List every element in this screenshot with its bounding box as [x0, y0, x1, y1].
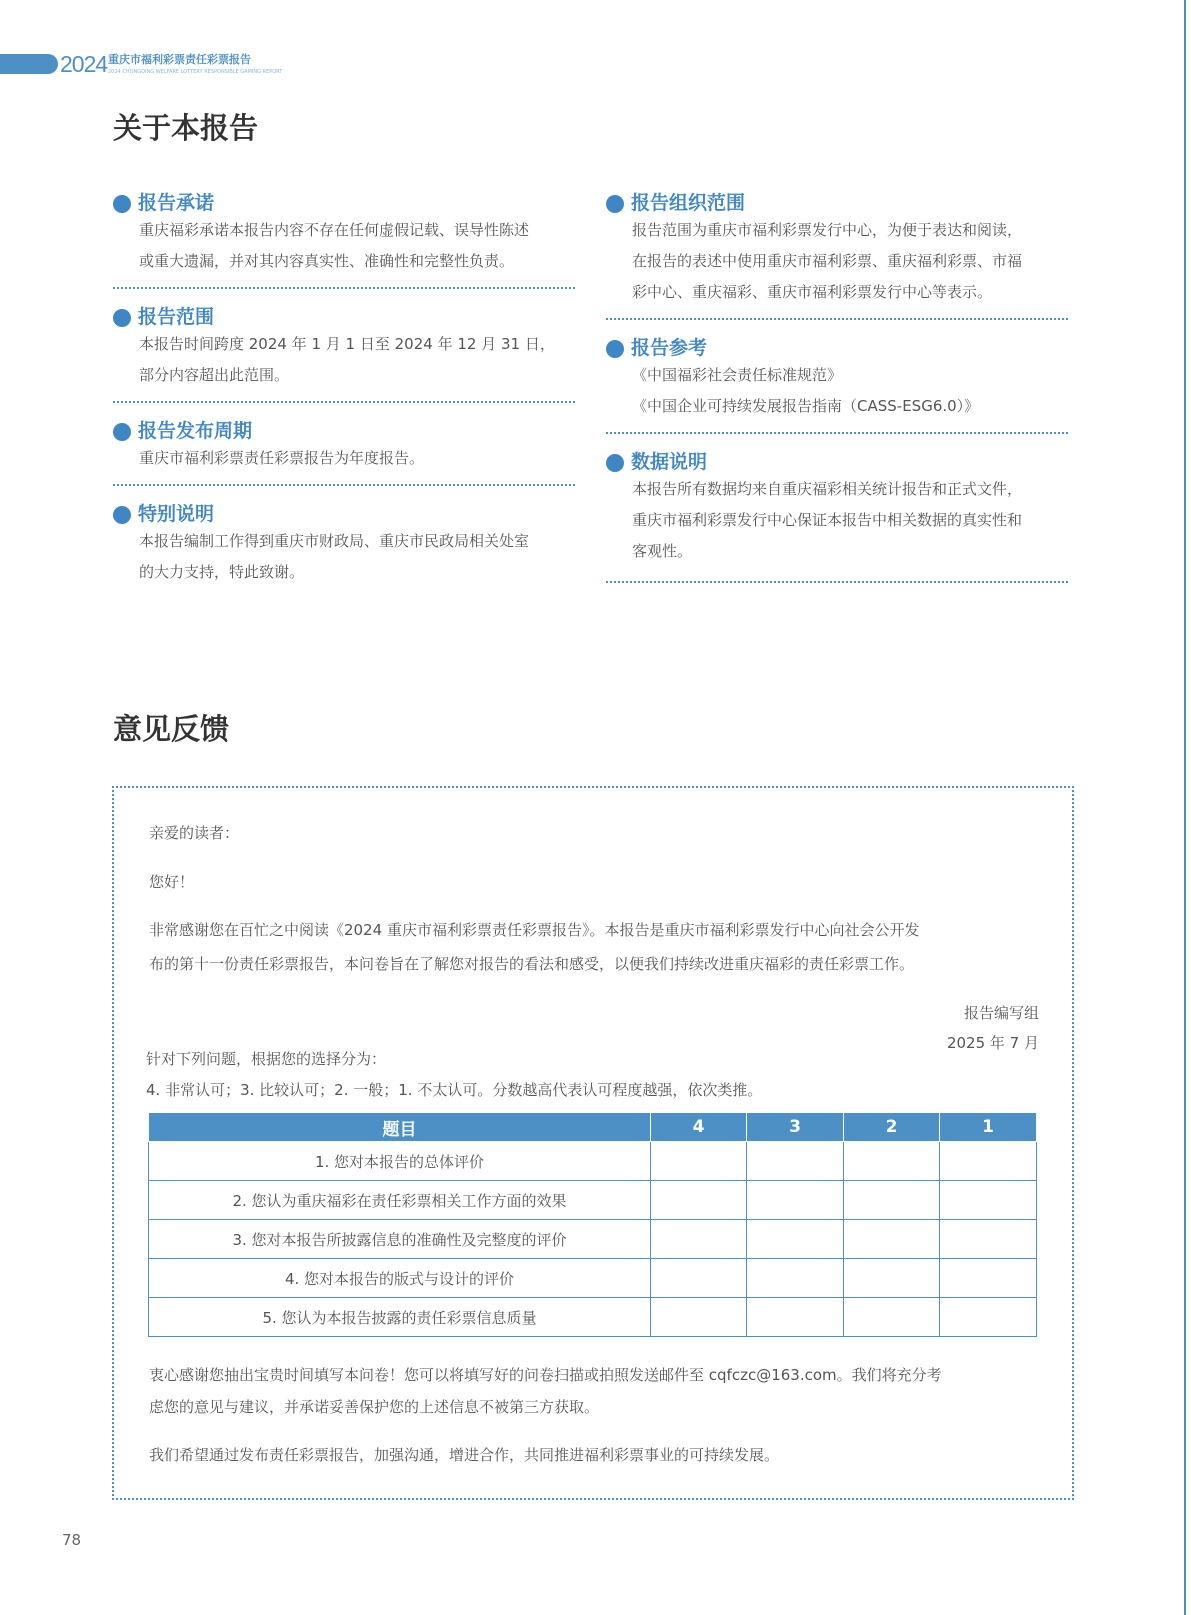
survey-header-row [149, 1113, 1037, 1142]
survey-question: 4. 您对本报告的版式与设计的评价 [149, 1259, 651, 1298]
survey-row [149, 1181, 1037, 1220]
score-cell-4[interactable] [651, 1220, 747, 1259]
score-cell-4[interactable] [651, 1298, 747, 1337]
score-cell-2[interactable] [844, 1142, 940, 1181]
about-block-text-line: 本报告时间跨度 2024 年 1 月 1 日至 2024 年 12 月 31 日， [139, 335, 555, 353]
about-block-text-line: 《中国福彩社会责任标准规范》 [632, 366, 843, 384]
about-block-title: 特别说明 [138, 503, 215, 525]
about-block-title: 报告参考 [631, 337, 708, 359]
score-cell-3[interactable] [747, 1298, 844, 1337]
about-right-column [606, 191, 1068, 583]
about-left-column [113, 191, 575, 588]
bullet-dot-icon [113, 195, 131, 213]
feedback-instruction-1: 针对下列问题，根据您的选择分为： [146, 1050, 387, 1068]
feedback-salutation: 亲爱的读者： [149, 824, 240, 842]
about-block-title: 报告范围 [138, 306, 215, 328]
about-block-heading [113, 502, 575, 526]
about-block [606, 320, 1068, 434]
survey-question: 3. 您对本报告所披露信息的准确性及完整度的评价 [149, 1220, 651, 1259]
feedback-closing-line-3: 我们希望通过发布责任彩票报告，加强沟通，增进合作，共同推进福利彩票事业的可持续发展。 [149, 1446, 780, 1464]
about-block-heading [113, 419, 575, 443]
survey-row [149, 1298, 1037, 1337]
page-edge-rule [1184, 0, 1186, 1615]
feedback-greeting: 您好！ [149, 873, 195, 891]
survey-row [149, 1220, 1037, 1259]
about-section-title: 关于本报告 [113, 111, 259, 145]
about-block [113, 486, 575, 588]
feedback-signature: 报告编写组 [963, 1004, 1039, 1022]
page-number: 78 [62, 1531, 82, 1549]
survey-row [149, 1142, 1037, 1181]
score-cell-2[interactable] [844, 1181, 940, 1220]
bullet-dot-icon [606, 340, 624, 358]
header-year: 2024 [60, 51, 108, 77]
about-block-text-line: 彩中心、重庆福彩、重庆市福利彩票发行中心等表示。 [632, 283, 993, 301]
feedback-closing-line-1: 衷心感谢您抽出宝贵时间填写本问卷！您可以将填写好的问卷扫描或拍照发送邮件至 cqfczc@163.com。我们将充分考 [149, 1366, 942, 1384]
score-cell-3[interactable] [747, 1181, 844, 1220]
survey-header-score-3: 3 [747, 1113, 844, 1142]
about-block-heading [113, 191, 575, 215]
about-block-text-line: 的大力支持，特此致谢。 [139, 563, 305, 581]
about-block-text-line: 报告范围为重庆市福利彩票发行中心，为便于表达和阅读， [632, 221, 1023, 239]
about-block-text-line: 重庆市福利彩票发行中心保证本报告中相关数据的真实性和 [632, 511, 1023, 529]
survey-header-score-2: 2 [844, 1113, 940, 1142]
about-block-title: 报告组织范围 [631, 192, 746, 214]
score-cell-3[interactable] [747, 1142, 844, 1181]
score-cell-4[interactable] [651, 1142, 747, 1181]
about-block [113, 289, 575, 403]
about-block [606, 191, 1068, 320]
score-cell-1[interactable] [940, 1259, 1037, 1298]
score-cell-2[interactable] [844, 1220, 940, 1259]
bullet-dot-icon [606, 195, 624, 213]
survey-question: 5. 您认为本报告披露的责任彩票信息质量 [149, 1298, 651, 1337]
score-cell-1[interactable] [940, 1142, 1037, 1181]
header-report-title: 重庆市福利彩票责任彩票报告 [108, 53, 251, 66]
survey-header-score-1: 1 [940, 1113, 1037, 1142]
score-cell-4[interactable] [651, 1259, 747, 1298]
survey-header-question: 题目 [149, 1113, 651, 1142]
score-cell-3[interactable] [747, 1220, 844, 1259]
score-cell-1[interactable] [940, 1220, 1037, 1259]
about-block-text-line: 本报告所有数据均来自重庆福彩相关统计报告和正式文件， [632, 480, 1023, 498]
feedback-intro-line-2: 布的第十一份责任彩票报告，本问卷旨在了解您对报告的看法和感受，以便我们持续改进重庆福彩的责任彩票工作。 [149, 955, 915, 973]
feedback-instruction-2: 4. 非常认可；3. 比较认可；2. 一般；1. 不太认可。分数越高代表认可程度越强，依次类推。 [146, 1081, 763, 1099]
feedback-date: 2025 年 7 月 [946, 1034, 1039, 1052]
bullet-dot-icon [113, 423, 131, 441]
about-block-text-line: 本报告编制工作得到重庆市财政局、重庆市民政局相关处室 [139, 532, 530, 550]
about-block-title: 数据说明 [631, 451, 708, 473]
header-accent-bar [0, 54, 58, 74]
score-cell-1[interactable] [940, 1181, 1037, 1220]
about-block-text-line: 客观性。 [632, 542, 693, 560]
survey-question: 2. 您认为重庆福彩在责任彩票相关工作方面的效果 [149, 1181, 651, 1220]
score-cell-2[interactable] [844, 1298, 940, 1337]
about-block-title: 报告发布周期 [138, 420, 253, 442]
survey-table [148, 1112, 1037, 1337]
about-block-heading [606, 191, 1068, 215]
about-block-title: 报告承诺 [138, 192, 215, 214]
survey-header-score-4: 4 [651, 1113, 747, 1142]
survey-row [149, 1259, 1037, 1298]
bullet-dot-icon [606, 454, 624, 472]
score-cell-3[interactable] [747, 1259, 844, 1298]
about-block-heading [606, 336, 1068, 360]
about-block-text-line: 或重大遗漏，并对其内容真实性、准确性和完整性负责。 [139, 252, 515, 270]
about-block [113, 403, 575, 486]
about-block-text-line: 部分内容超出此范围。 [139, 366, 290, 384]
feedback-section-title: 意见反馈 [113, 712, 230, 746]
about-block-text-line: 重庆福彩承诺本报告内容不存在任何虚假记载、误导性陈述 [139, 221, 530, 239]
about-block-heading [113, 305, 575, 329]
bullet-dot-icon [113, 506, 131, 524]
about-block-heading [606, 450, 1068, 474]
about-block [606, 434, 1068, 583]
bullet-dot-icon [113, 309, 131, 327]
about-block-text-line: 重庆市福利彩票责任彩票报告为年度报告。 [139, 449, 425, 467]
about-block-text-line: 《中国企业可持续发展报告指南（CASS-ESG6.0）》 [632, 397, 980, 415]
about-block-text-line: 在报告的表述中使用重庆市福利彩票、重庆福利彩票、市福 [632, 252, 1023, 270]
header-report-subtitle: 2024 CHONGQING WELFARE LOTTERY RESPONSIBLE GAMING REPORT [108, 69, 283, 75]
score-cell-2[interactable] [844, 1259, 940, 1298]
feedback-intro-line-1: 非常感谢您在百忙之中阅读《2024 重庆市福利彩票责任彩票报告》。本报告是重庆市福利彩票发行中心向社会公开发 [149, 921, 920, 939]
score-cell-4[interactable] [651, 1181, 747, 1220]
survey-question: 1. 您对本报告的总体评价 [149, 1142, 651, 1181]
score-cell-1[interactable] [940, 1298, 1037, 1337]
feedback-closing-line-2: 虑您的意见与建议，并承诺妥善保护您的上述信息不被第三方获取。 [149, 1398, 600, 1416]
about-block [113, 191, 575, 289]
